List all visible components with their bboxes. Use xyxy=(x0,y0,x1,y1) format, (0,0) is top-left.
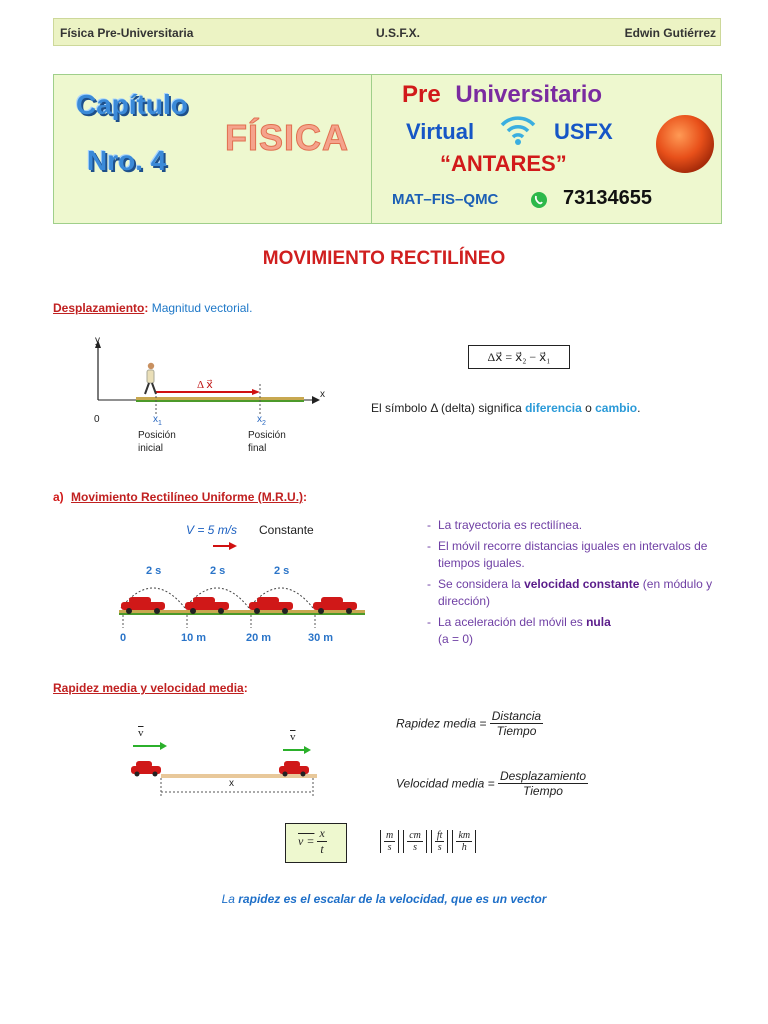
velocity-v-label: $\overline{v}$ xyxy=(290,731,296,743)
list-item: - Se considera la velocidad constante (en módulo y dirección) xyxy=(427,576,727,610)
unit-item: $\frac{km}{h}$ xyxy=(452,830,476,853)
chapter-banner xyxy=(53,74,722,224)
banner-divider xyxy=(371,75,372,223)
subjects-line: MAT–FIS–QMC xyxy=(392,191,499,208)
average-velocity-formula: Velocidad media = $\frac{\text{Desplazamiento}}{\text{Tiempo}}$ xyxy=(396,769,587,798)
unit-item: $\frac{m}{s}$ xyxy=(380,830,399,853)
interval-label: 2 s xyxy=(274,565,290,577)
chapter-label: Capítulo xyxy=(76,89,188,120)
axis-x-label: x xyxy=(320,389,325,400)
walking-person-icon xyxy=(145,363,156,394)
wifi-icon xyxy=(498,111,538,147)
x2-label: x xyxy=(257,414,262,425)
velocity-v-label: $\overline{v}$ xyxy=(138,727,144,739)
universitario-word: Universitario xyxy=(455,81,603,108)
delta-label: Δ x⃗ xyxy=(197,379,213,391)
unit-item: $\frac{ft}{s}$ xyxy=(431,830,449,853)
mru-heading: Movimiento Rectilíneo Uniforme (M.R.U.) xyxy=(71,490,304,504)
velocity-label: V = 5 m/s xyxy=(186,523,238,537)
distance-x-label: x xyxy=(229,778,234,789)
distance-mark: 20 m xyxy=(246,632,272,644)
origin-label: 0 xyxy=(94,414,100,425)
desplazamiento-desc: Magnitud vectorial. xyxy=(151,301,253,315)
initial-position-label: Posición inicial xyxy=(138,430,176,454)
distance-mark: 30 m xyxy=(308,632,334,644)
car-icon xyxy=(131,761,161,777)
interval-label: 2 s xyxy=(146,565,162,577)
desplazamiento-label: Desplazamiento xyxy=(53,301,145,315)
delta-meaning: El símbolo Δ (delta) significa diferencia o cambio. xyxy=(371,401,641,415)
usfx-word: USFX xyxy=(554,119,613,144)
header-right: Edwin Gutiérrez xyxy=(624,26,716,40)
phone-number: 73134655 xyxy=(563,187,652,209)
page-title: MOVIMIENTO RECTILÍNEO xyxy=(262,248,506,269)
whatsapp-icon xyxy=(530,191,548,209)
chapter-number: Nro. 4 xyxy=(87,145,167,176)
distance-mark: 0 xyxy=(120,632,127,644)
antares-word: “ANTARES” xyxy=(440,151,567,176)
list-item: - La trayectoria es rectilínea. xyxy=(427,517,727,534)
virtual-word: Virtual xyxy=(406,119,475,144)
x1-label: x xyxy=(153,414,158,425)
displacement-formula: Δx⃗ = x⃗₂ − x⃗₁ xyxy=(468,345,570,369)
list-item: - El móvil recorre distancias iguales en intervalos de tiempos iguales. xyxy=(427,538,727,572)
distance-mark: 10 m xyxy=(181,632,207,644)
final-position-label: Posición final xyxy=(248,430,286,454)
header-center: U.S.F.X. xyxy=(376,26,421,40)
average-speed-formula: Rapidez media = $\frac{\text{Distancia}}{\text{Tiempo}}$ xyxy=(396,709,542,738)
header-bar xyxy=(53,18,721,46)
mru-properties-list xyxy=(427,517,727,652)
conclusion-text: La rapidez es el escalar de la velocidad, que es un vector xyxy=(221,892,547,906)
subject-title: FÍSICA xyxy=(225,117,350,158)
axis-y-label: y xyxy=(95,335,100,346)
interval-label: 2 s xyxy=(210,565,226,577)
displacement-diagram xyxy=(88,334,338,456)
mru-letter: a) xyxy=(53,490,64,504)
velocity-arrow-icon xyxy=(212,540,238,552)
header-left: Física Pre-Universitaria xyxy=(60,26,194,40)
constant-label: Constante xyxy=(259,523,314,537)
pre-word: Pre xyxy=(402,81,441,108)
list-item: - La aceleración del móvil es nula (a = 0) xyxy=(427,614,727,648)
unit-item: $\frac{cm}{s}$ xyxy=(403,830,427,853)
units-list xyxy=(380,830,476,853)
planet-icon xyxy=(654,113,716,175)
velocity-equation: v = $\frac{x}{t}$ xyxy=(285,823,347,863)
rapidez-heading: Rapidez media y velocidad media xyxy=(53,681,244,695)
